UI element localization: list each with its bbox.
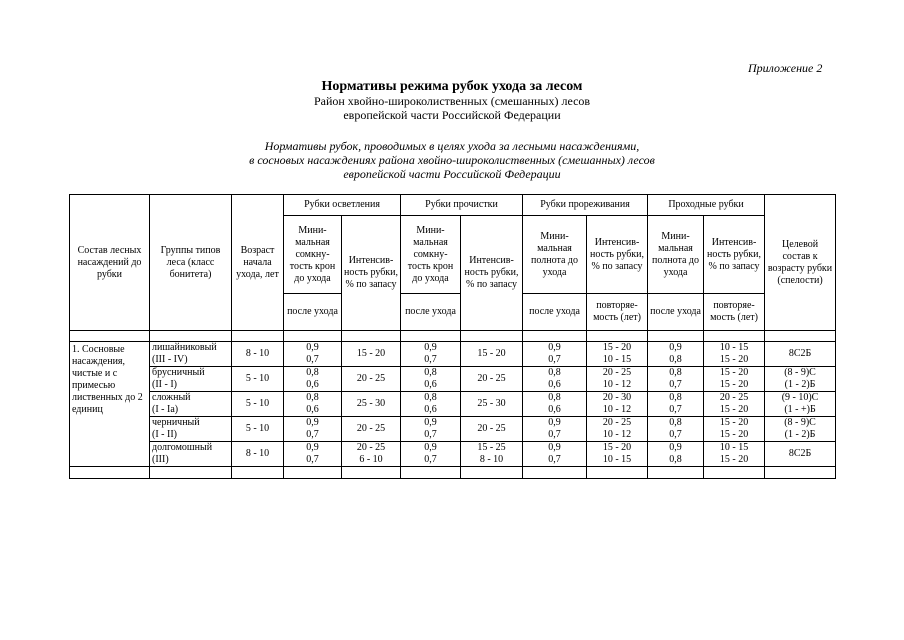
start-age-cell: 5 - 10 [232,367,284,392]
table-row [70,367,836,392]
header-cleaning-cuttings: Рубки прочистки [401,195,523,216]
table-row [70,442,836,467]
passage-density-cell: 0,9 0,8 [648,342,704,367]
thinning-density-cell: 0,9 0,7 [523,417,587,442]
thinning-density-cell: 0,9 0,7 [523,342,587,367]
start-age-cell: 5 - 10 [232,417,284,442]
target-composition-cell: 8С2Б [765,342,836,367]
header-passage-intensity: Интенсив-ность рубки, % по запасу [704,216,765,294]
passage-intensity-cell: 15 - 20 15 - 20 [704,417,765,442]
table-row [70,417,836,442]
clarification-intensity-cell: 20 - 25 [342,367,401,392]
target-composition-cell: 8С2Б [765,442,836,467]
cleaning-intensity-cell: 15 - 25 8 - 10 [461,442,523,467]
document-subtitle-line-1: Район хвойно-широколиственных (смешанных) лесов [313,94,591,108]
clarification-closure-cell: 0,8 0,6 [284,367,342,392]
header-composition: Состав лесных насаждений до рубки [70,195,150,331]
thinning-density-cell: 0,8 0,6 [523,367,587,392]
cleaning-closure-cell: 0,9 0,7 [401,417,461,442]
header-thinning-min-density: Мини-мальная полнота до ухода [523,216,587,294]
header-thinning-after: после ухода [523,294,587,331]
header-thinning-cuttings: Рубки прореживания [523,195,648,216]
header-passage-min-density: Мини-мальная полнота до ухода [648,216,704,294]
forest-group-cell: сложный (I - Ia) [150,392,232,417]
table-row [70,342,836,367]
forest-group-cell: лишайниковый (III - IV) [150,342,232,367]
cleaning-closure-cell: 0,8 0,6 [401,367,461,392]
clarification-intensity-cell: 15 - 20 [342,342,401,367]
cleaning-closure-cell: 0,8 0,6 [401,392,461,417]
start-age-cell: 5 - 10 [232,392,284,417]
thinning-density-cell: 0,8 0,6 [523,392,587,417]
header-cleaning-intensity: Интенсив-ность рубки, % по запасу [461,216,523,331]
passage-intensity-cell: 20 - 25 15 - 20 [704,392,765,417]
header-cleaning-after: после ухода [401,294,461,331]
spacer-row [70,467,836,479]
thinning-intensity-cell: 15 - 20 10 - 15 [587,342,648,367]
header-target-composition: Целевой состав к возрасту рубки (спелости) [765,195,836,331]
target-composition-cell: (8 - 9)С (1 - 2)Б [765,367,836,392]
header-thinning-intensity: Интенсив-ность рубки, % по запасу [587,216,648,294]
cleaning-intensity-cell: 20 - 25 [461,367,523,392]
cleaning-closure-cell: 0,9 0,7 [401,342,461,367]
header-row-groups [70,195,836,216]
cleaning-closure-cell: 0,9 0,7 [401,442,461,467]
target-composition-cell: (9 - 10)С (1 - +)Б [765,392,836,417]
header-thinning-repeat: повторяе-мость (лет) [587,294,648,331]
section-title-line-3: европейской части Российской Федерации [343,167,561,181]
thinning-intensity-cell: 20 - 30 10 - 12 [587,392,648,417]
header-passage-after: после ухода [648,294,704,331]
document-title: Нормативы режима рубок ухода за лесом [321,79,583,94]
composition-cell: 1. Сосновые насаждения, чистые и с примесью лиственных до 2 единиц [70,342,150,467]
header-forest-groups: Группы типов леса (класс бонитета) [150,195,232,331]
start-age-cell: 8 - 10 [232,342,284,367]
passage-density-cell: 0,8 0,7 [648,417,704,442]
header-clarification-after: после ухода [284,294,342,331]
header-clarification-intensity: Интенсив-ность рубки, % по запасу [342,216,401,331]
header-cleaning-min-closure: Мини-мальная сомкну-тость крон до ухода [401,216,461,294]
norms-table [69,194,836,479]
thinning-density-cell: 0,9 0,7 [523,442,587,467]
cleaning-intensity-cell: 25 - 30 [461,392,523,417]
thinning-intensity-cell: 20 - 25 10 - 12 [587,417,648,442]
spacer-row [70,331,836,342]
passage-density-cell: 0,9 0,8 [648,442,704,467]
clarification-closure-cell: 0,8 0,6 [284,392,342,417]
header-clarification-min-closure: Мини-мальная сомкну-тость крон до ухода [284,216,342,294]
passage-density-cell: 0,8 0,7 [648,392,704,417]
header-passage-cuttings: Проходные рубки [648,195,765,216]
passage-intensity-cell: 10 - 15 15 - 20 [704,342,765,367]
section-title-line-1: Нормативы рубок, проводимых в целях ухода за лесными насаждениями, [264,139,640,153]
thinning-intensity-cell: 20 - 25 10 - 12 [587,367,648,392]
clarification-closure-cell: 0,9 0,7 [284,442,342,467]
header-clarification-cuttings: Рубки осветления [284,195,401,216]
clarification-intensity-cell: 20 - 25 [342,417,401,442]
header-passage-repeat: повторяе-мость (лет) [704,294,765,331]
target-composition-cell: (8 - 9)С (1 - 2)Б [765,417,836,442]
header-start-age: Возраст начала ухода, лет [232,195,284,331]
forest-group-cell: брусничный (II - I) [150,367,232,392]
clarification-intensity-cell: 25 - 30 [342,392,401,417]
forest-group-cell: черничный (I - II) [150,417,232,442]
forest-group-cell: долгомошный (III) [150,442,232,467]
cleaning-intensity-cell: 20 - 25 [461,417,523,442]
table-row [70,392,836,417]
start-age-cell: 8 - 10 [232,442,284,467]
clarification-intensity-cell: 20 - 25 6 - 10 [342,442,401,467]
appendix-label: Приложение 2 [748,61,823,75]
clarification-closure-cell: 0,9 0,7 [284,417,342,442]
cleaning-intensity-cell: 15 - 20 [461,342,523,367]
document-subtitle-line-2: европейской части Российской Федерации [343,108,561,122]
passage-intensity-cell: 15 - 20 15 - 20 [704,367,765,392]
passage-intensity-cell: 10 - 15 15 - 20 [704,442,765,467]
section-title-line-2: в сосновых насаждениях района хвойно-широколиственных (смешанных) лесов [249,153,655,167]
clarification-closure-cell: 0,9 0,7 [284,342,342,367]
passage-density-cell: 0,8 0,7 [648,367,704,392]
thinning-intensity-cell: 15 - 20 10 - 15 [587,442,648,467]
